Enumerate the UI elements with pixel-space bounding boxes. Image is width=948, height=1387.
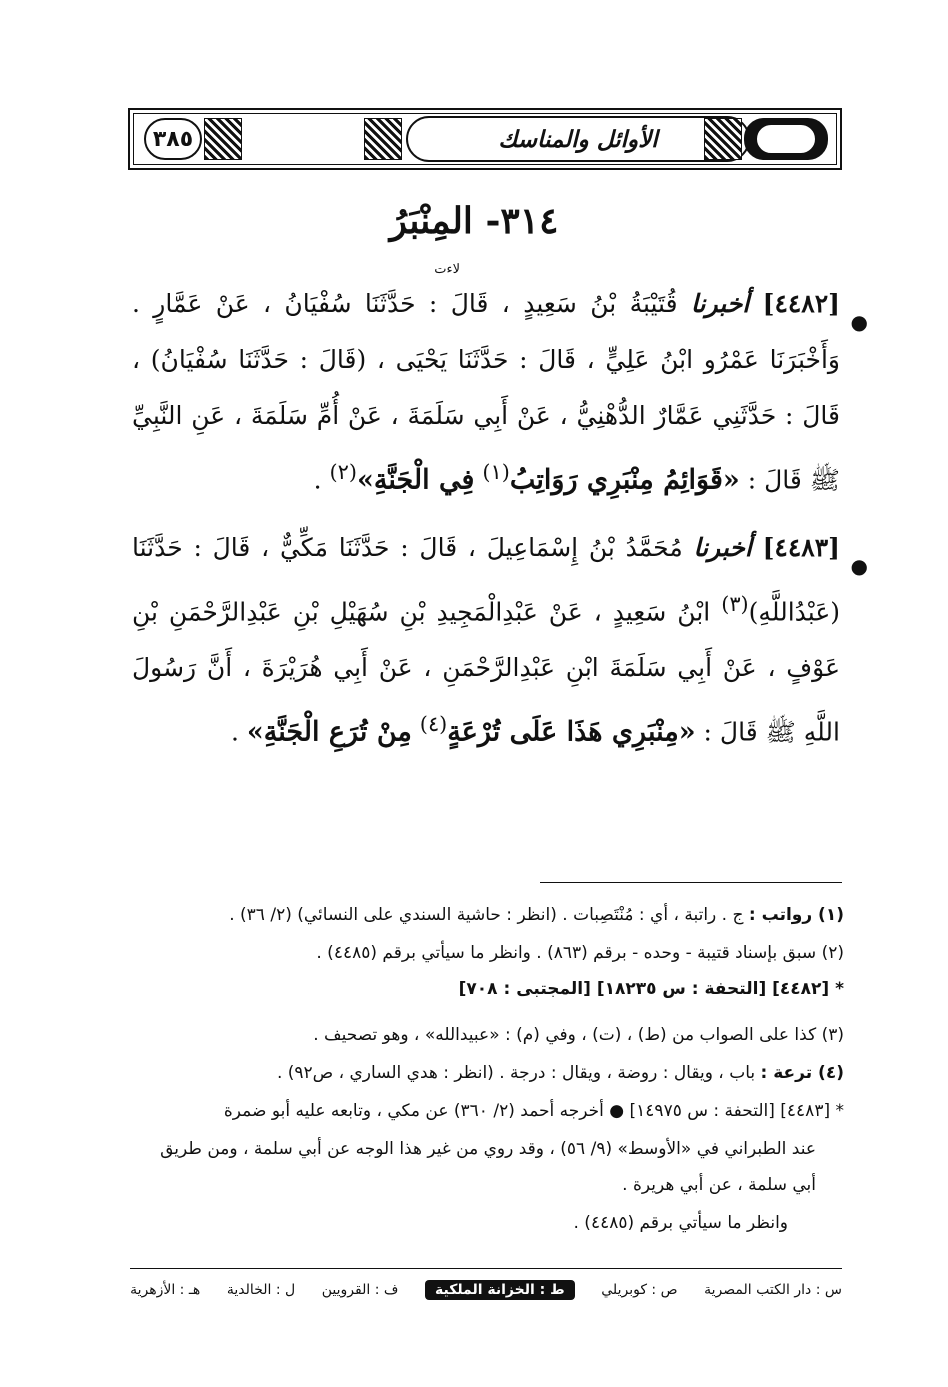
hadith-isnad-cont: ابْنُ سَعِيدٍ ، عَنْ عَبْدِالْمَجِيدِ بْنِ سُهَيْلِ بْنِ عَبْدِالرَّحْمَنِ بْنِ عَوْفٍ ، عَنْ أَبِي سَلَمَةَ ابْنِ عَبْدِالرَّحْمَنِ ، عَنْ أَبِي هُرَيْرَةَ ، أَنَّ رَسُولَ اللَّهِ ﷺ قَالَ : (132, 597, 840, 747)
footnote-1-label: (١) رواتب : (748, 905, 844, 925)
hadith-matn-end: مِنْ تُرَعِ الْجَنَّةِ» (246, 716, 412, 748)
ornament-icon (364, 118, 402, 160)
footnote-ref: (٤) (419, 712, 448, 737)
sigla-separator (130, 1268, 842, 1269)
hadith-end: . (313, 465, 322, 495)
hadith-isnad: مُحَمَّدُ بْنُ إِسْمَاعِيلَ ، قَالَ : حَدَّثَنَا مَكِّيٌّ ، قَالَ : حَدَّثَنَا (عَبْدُاللَّهِ) (132, 533, 840, 627)
ornament-icon (704, 118, 742, 160)
takhrij-4483-line4: وانظر ما سيأتي برقم (٤٤٨٥) . (573, 1213, 788, 1233)
footnote-ref: (٢) (329, 460, 357, 484)
hadith-matn: «مِنْبَرِي هَذَا عَلَى تُرْعَةٍ (447, 716, 696, 748)
chapter-title: ٣١٤- المِنْبَرُ (389, 200, 559, 242)
hadith-end: . (230, 717, 239, 747)
footnote-ref: (١) (482, 460, 510, 484)
logo-inner (756, 124, 816, 154)
running-title-frame (406, 116, 750, 162)
siglum: ص : كوبريلي (601, 1282, 678, 1298)
footnote-4-text: باب ، ويقال : روضة ، ويقال : درجة . (انظر : هدي الساري ، ص٩٢) . (276, 1063, 756, 1083)
takhrij-4483-line3: أبي سلمة ، عن أبي هريرة . (622, 1175, 816, 1195)
manuscript-sigla (130, 1280, 842, 1300)
hadith-matn: «قَوَائِمُ مِنْبَرِي رَوَاتِبُ (509, 464, 740, 496)
footnote-4 (277, 1060, 844, 1086)
akhbarana-label: أخبرنا (693, 533, 752, 562)
akhbarana-label: أخبرنا (690, 289, 750, 318)
siglum: ف : القرويين (321, 1282, 399, 1298)
hadith-matn-end: فِي الْجَنَّةِ» (356, 464, 475, 496)
takhrij-4483: * [٤٤٨٣] [التحفة : س ١٤٩٧٥] ● أخرجه أحمد (٢/ ٣٦٠) عن مكي ، وتابعه عليه أبو ضمرة (223, 1101, 844, 1121)
takhrij-4483-line2: عند الطبراني في «الأوسط» (٩/ ٥٦) ، وقد روي من غير هذا الوجه عن أبي سلمة ، ومن طريق (160, 1139, 816, 1159)
footnote-2: (٢) سبق بإسناد قتيبة - وحده - برقم (٨٦٣) . وانظر ما سيأتي برقم (٤٤٨٥) . (316, 943, 844, 963)
page-number: ٣٨٥ (152, 126, 194, 152)
footnote-4-label: (٤) ترعة : (760, 1063, 844, 1083)
running-title: الأوائل والمناسك (498, 125, 658, 153)
footnote-1-text: ج . راتبة ، أي : مُنْتَصِبات . (انظر : حاشية السندي على النسائي) (٢/ ٣٦) . (229, 905, 744, 925)
page-number-frame (144, 118, 202, 160)
publisher-logo-icon (744, 118, 828, 160)
footnote-ref: (٣) (721, 592, 749, 616)
takhrij-4482 (459, 976, 844, 1002)
footnote-1 (229, 902, 844, 928)
hadith-number: [٤٤٨٢] (762, 289, 841, 318)
header-banner (128, 108, 842, 170)
siglum: هـ : الأزهرية (130, 1282, 201, 1298)
bullet-icon: ● (850, 310, 868, 334)
footnote-3: (٣) كذا على الصواب من (ط) ، (ت) ، وفي (م) : «عبيدالله» ، وهو تصحيف . (313, 1025, 844, 1045)
takhrij-4482-text: * [٤٤٨٢] [التحفة : س ١٨٢٣٥] [المجتبى : ٧٠٨] (458, 979, 844, 999)
siglum-highlighted: ط : الخزانة الملكية (425, 1280, 575, 1300)
hadith-4482 (132, 276, 868, 506)
hadith-isnad: قُتَيْبَةُ بْنُ سَعِيدٍ ، قَالَ : حَدَّثَنَا سُفْيَانُ ، عَنْ عَمَّارٍ . وَأَخْبَرَنَا عَمْرُو ابْنُ عَلِيٍّ ، قَالَ : حَدَّثَنَا يَحْيَى ، (قَالَ : حَدَّثَنَا سُفْيَانُ) ، قَالَ : حَدَّثَنِي عَمَّارٌ الدُّهْنِيُّ ، عَنْ أَبِي سَلَمَةَ ، عَنْ أُمِّ سَلَمَةَ ، عَنِ النَّبِيِّ ﷺ قَالَ : (132, 289, 840, 495)
siglum: ل : الخالدية (226, 1282, 296, 1298)
hadith-number: [٤٤٨٣] (762, 533, 840, 562)
siglum: س : دار الكتب المصرية (704, 1282, 842, 1298)
footnote-separator (540, 882, 842, 883)
ornament-icon (204, 118, 242, 160)
hadith-4483 (132, 520, 868, 750)
margin-annotation: لاءت (434, 262, 460, 277)
bullet-icon: ● (850, 554, 868, 578)
